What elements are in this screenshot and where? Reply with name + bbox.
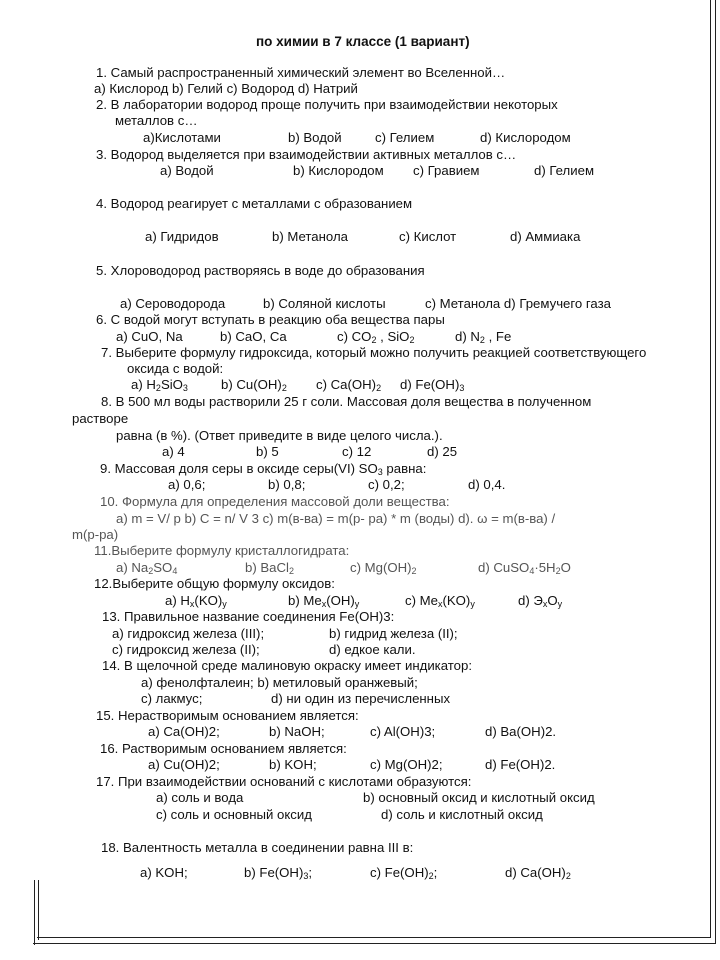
option-d: d) Ba(OH)2. bbox=[485, 724, 557, 739]
option-b: b) NaOH; bbox=[269, 724, 325, 739]
option-c: c) соль и основный оксид bbox=[156, 807, 312, 822]
option-d: d) 0,4. bbox=[468, 477, 506, 492]
option-a: a) 0,6; bbox=[168, 477, 206, 492]
option-c: c) $Mg(OH)_2$ bbox=[350, 560, 417, 576]
option-c: c) 12 bbox=[342, 444, 372, 459]
option-c: c) $Fe(OH)_2$; bbox=[370, 865, 438, 881]
question-2: 2. В лаборатории водород проще получить при взаимодействии некоторых bbox=[96, 97, 558, 112]
question-14: 14. В щелочной среде малиновую окраску имеет индикатор: bbox=[102, 658, 473, 673]
page-border-left-outer bbox=[34, 880, 35, 945]
option-b: b) BaCl$_2$ bbox=[245, 560, 294, 576]
option-a: a) Гидридов bbox=[145, 229, 219, 244]
question-12: 12.Выберите общую формулу оксидов: bbox=[94, 576, 335, 591]
option-b: b) Кислородом bbox=[293, 163, 384, 178]
question-9: 9. Массовая доля серы в оксиде серы(VI) $SO_3$ равна: bbox=[100, 461, 427, 477]
question-1: 1. Самый распространенный химический элемент во Вселенной… bbox=[96, 65, 506, 80]
option-a: a) Ca(OH)2; bbox=[148, 724, 220, 739]
option-d: d) Fe(OH)2. bbox=[485, 757, 556, 772]
question-11: 11.Выберите формулу кристаллогидрата: bbox=[94, 543, 350, 558]
option-a: a) $H_2SiO_3$ bbox=[131, 377, 188, 393]
option-ab: a) фенолфталеин; b) метиловый оранжевый; bbox=[141, 675, 418, 690]
page-border-left-inner bbox=[38, 880, 39, 940]
question-13: 13. Правильное название соединения Fe(OH)3: bbox=[102, 609, 395, 624]
option-a: a) Сероводорода bbox=[120, 296, 226, 311]
option-b: b) Водой bbox=[288, 130, 342, 145]
option-a: a) гидроксид железа (III); bbox=[112, 626, 265, 641]
question-18: 18. Валентность металла в соединении равна III в: bbox=[101, 840, 414, 855]
question-2-cont: металлов с… bbox=[115, 113, 198, 128]
option-d: d) едкое кали. bbox=[329, 642, 416, 657]
option-b: b) гидрид железа (II); bbox=[329, 626, 458, 641]
option-a: a) KOH; bbox=[140, 865, 188, 880]
option-c: c) 0,2; bbox=[368, 477, 405, 492]
option-d: d) Гелием bbox=[534, 163, 595, 178]
option-d: d) соль и кислотный оксид bbox=[381, 807, 543, 822]
option-a: a) Cu(OH)2; bbox=[148, 757, 220, 772]
question-15: 15. Нерастворимым основанием является: bbox=[96, 708, 359, 723]
option-d: d) ни один из перечисленных bbox=[271, 691, 451, 706]
option-b: b) 0,8; bbox=[268, 477, 306, 492]
option-c: c) Гравием bbox=[413, 163, 480, 178]
option-c: c) Кислот bbox=[399, 229, 457, 244]
option-b: b) $Me_x(OH)_y$ bbox=[288, 593, 360, 609]
option-d: d) $Fe(OH)_3$ bbox=[400, 377, 465, 393]
question-8: 8. В 500 мл воды растворили 25 г соли. Массовая доля вещества в полученном bbox=[101, 394, 592, 409]
option-b: b) 5 bbox=[256, 444, 279, 459]
question-8-cont: равна (в %). (Ответ приведите в виде целого числа.). bbox=[116, 428, 443, 443]
question-4: 4. Водород реагирует с металлами с образованием bbox=[96, 196, 413, 211]
option-d: d) $Ca(OH)_2$ bbox=[505, 865, 571, 881]
option-b: b) $Cu(OH)_2$ bbox=[221, 377, 287, 393]
question-1-options: a) Кислород b) Гелий c) Водород d) Натрий bbox=[94, 81, 358, 96]
option-c: c) Al(OH)3; bbox=[370, 724, 436, 739]
question-5: 5. Хлороводород растворяясь в воде до образования bbox=[96, 263, 425, 278]
option-c: c) $Me_x(KO)_y$ bbox=[405, 593, 475, 609]
option-a: a) соль и вода bbox=[156, 790, 244, 805]
question-6: 6. С водой могут вступать в реакцию оба вещества пары bbox=[96, 312, 445, 327]
option-b: b) $Fe(OH)_3$; bbox=[244, 865, 313, 881]
option-a: a)Кислотами bbox=[143, 130, 221, 145]
option-b: b) CaO, Ca bbox=[220, 329, 287, 344]
option-b: b) Метанола bbox=[272, 229, 349, 244]
question-3: 3. Водород выделяется при взаимодействии активных металлов с… bbox=[96, 147, 517, 162]
option-a: a) 4 bbox=[162, 444, 185, 459]
option-c: c) $CO_2$ , SiO$_2$ bbox=[337, 329, 415, 345]
question-7-cont: оксида с водой: bbox=[127, 361, 224, 376]
option-b: b) Соляной кислоты bbox=[263, 296, 386, 311]
question-10-options: a) m = V/ р b) C = n/ V 3 c) m(в-ва) = m(р- ра) * m (воды) d). ω = m(в-ва) / bbox=[116, 511, 556, 526]
question-10-cont: m(р-ра) bbox=[72, 527, 119, 542]
question-7: 7. Выберите формулу гидроксида, который можно получить реакцией соответствующего bbox=[101, 345, 647, 360]
page-title: по химии в 7 классе (1 вариант) bbox=[256, 34, 470, 49]
question-17: 17. При взаимодействии оснований с кислотами образуются: bbox=[96, 774, 472, 789]
option-c: c) Mg(OH)2; bbox=[370, 757, 443, 772]
option-a: a) $Na_2SO_4$ bbox=[116, 560, 178, 576]
option-c: c) $Ca(OH)_2$ bbox=[316, 377, 382, 393]
option-a: a) Водой bbox=[160, 163, 214, 178]
option-c: c) Метанола d) Гремучего газа bbox=[425, 296, 612, 311]
option-c: c) Гелием bbox=[375, 130, 435, 145]
option-b: b) основный оксид и кислотный оксид bbox=[363, 790, 595, 805]
option-b: b) KOH; bbox=[269, 757, 317, 772]
question-10: 10. Формула для определения массовой доли вещества: bbox=[100, 494, 450, 509]
option-d: d) Аммиака bbox=[510, 229, 581, 244]
option-a: a) $H_x(KO)_y$ bbox=[165, 593, 227, 609]
option-c: c) лакмус; bbox=[141, 691, 203, 706]
option-d: d) Кислородом bbox=[480, 130, 571, 145]
option-a: a) CuO, Na bbox=[116, 329, 183, 344]
option-d: d) 25 bbox=[427, 444, 458, 459]
option-c: c) гидроксид железа (II); bbox=[112, 642, 260, 657]
question-16: 16. Растворимым основанием является: bbox=[100, 741, 347, 756]
option-d: d) $Э_xO_y$ bbox=[518, 593, 563, 609]
option-d: d) $CuSO_4\cdot 5H_2O$ bbox=[478, 560, 571, 576]
option-d: d) $N_2$ , Fe bbox=[455, 329, 512, 345]
question-8-cont: растворе bbox=[72, 411, 129, 426]
